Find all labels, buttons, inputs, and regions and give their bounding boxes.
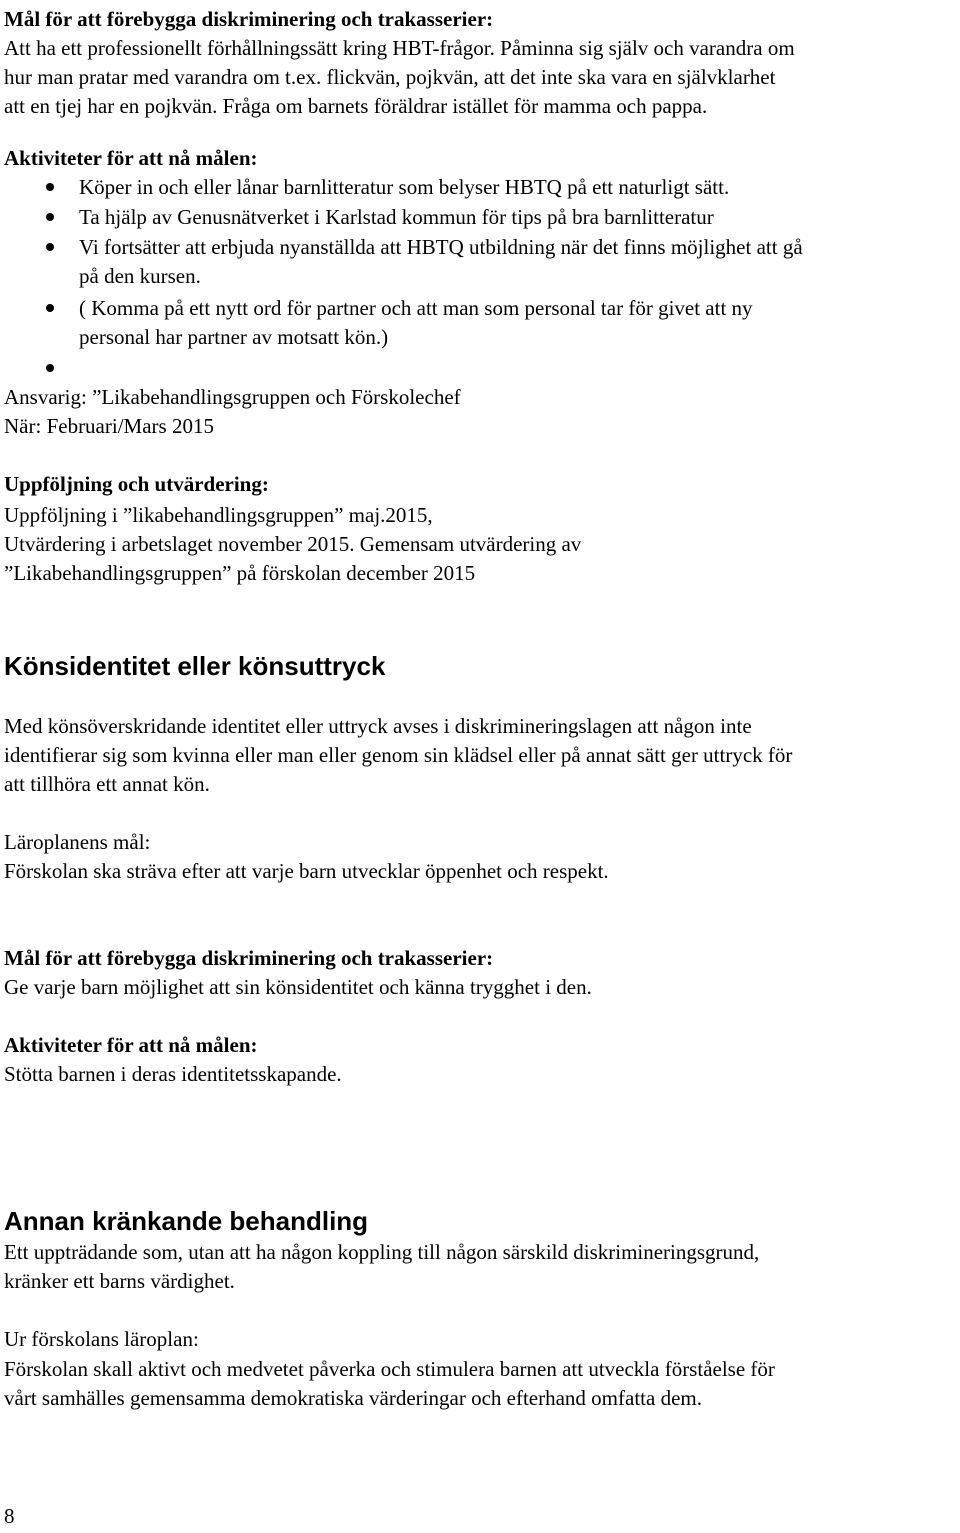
bullet-icon <box>46 304 54 312</box>
curriculum-line: Förskolan skall aktivt och medvetet påverka och stimulera barnen att utveckla förståelse för <box>4 1357 775 1381</box>
goal-heading: Mål för att förebygga diskriminering och trakasserier: <box>4 946 494 970</box>
bullet-text-continuation: personal har partner av motsatt kön.) <box>79 325 389 349</box>
page-number: 8 <box>4 1504 15 1528</box>
bullet-icon <box>46 364 54 372</box>
followup-line: Uppföljning i ”likabehandlingsgruppen” maj.2015, <box>4 503 433 527</box>
bullet-item <box>4 294 954 323</box>
bullet-item <box>4 233 954 262</box>
intro-line: kränker ett barns värdighet. <box>4 1269 235 1293</box>
bullet-text: Vi fortsätter att erbjuda nyanställda att HBTQ utbildning när det finns möjlighet att gå <box>79 235 803 259</box>
goal-text: Ge varje barn möjlighet att sin könsidentitet och känna trygghet i den. <box>4 975 592 999</box>
curriculum-label: Läroplanens mål: <box>4 830 151 854</box>
goal-heading: Mål för att förebygga diskriminering och trakasserier: <box>4 7 494 31</box>
goal-line: Att ha ett professionellt förhållningssätt kring HBT-frågor. Påminna sig själv och varandra om <box>4 36 795 60</box>
intro-line: identifierar sig som kvinna eller man eller genom sin klädsel eller på annat sätt ger uttryck för <box>4 743 793 767</box>
when-line: När: Februari/Mars 2015 <box>4 414 214 438</box>
section-title: Könsidentitet eller könsuttryck <box>4 651 386 681</box>
bullet-text: Ta hjälp av Genusnätverket i Karlstad kommun för tips på bra barnlitteratur <box>79 205 714 229</box>
activities-text: Stötta barnen i deras identitetsskapande. <box>4 1062 342 1086</box>
goal-line: att en tjej har en pojkvän. Fråga om barnets föräldrar istället för mamma och pappa. <box>4 94 708 118</box>
bullet-item <box>4 354 954 383</box>
section-title: Annan kränkande behandling <box>4 1206 369 1236</box>
bullet-text: Köper in och eller lånar barnlitteratur som belyser HBTQ på ett naturligt sätt. <box>79 175 730 199</box>
curriculum-text: Förskolan ska sträva efter att varje barn utvecklar öppenhet och respekt. <box>4 859 609 883</box>
bullet-icon <box>46 183 54 191</box>
bullet-icon <box>46 243 54 251</box>
bullet-item <box>4 203 954 232</box>
intro-line: att tillhöra ett annat kön. <box>4 772 210 796</box>
curriculum-line: vårt samhälles gemensamma demokratiska värderingar och efterhand omfatta dem. <box>4 1386 702 1410</box>
curriculum-label: Ur förskolans läroplan: <box>4 1327 199 1351</box>
activities-heading: Aktiviteter för att nå målen: <box>4 1033 258 1057</box>
bullet-text-continuation: på den kursen. <box>79 264 201 288</box>
activities-heading: Aktiviteter för att nå målen: <box>4 146 258 170</box>
intro-line: Ett uppträdande som, utan att ha någon koppling till någon särskild diskrimineringsgrund, <box>4 1240 760 1264</box>
responsible-line: Ansvarig: ”Likabehandlingsgruppen och Förskolechef <box>4 385 461 409</box>
followup-line: ”Likabehandlingsgruppen” på förskolan december 2015 <box>4 561 476 585</box>
bullet-item <box>4 173 954 202</box>
followup-heading: Uppföljning och utvärdering: <box>4 472 269 496</box>
bullet-text: ( Komma på ett nytt ord för partner och att man som personal tar för givet att ny <box>79 296 753 320</box>
followup-line: Utvärdering i arbetslaget november 2015. Gemensam utvärdering av <box>4 532 582 556</box>
goal-line: hur man pratar med varandra om t.ex. flickvän, pojkvän, att det inte ska vara en självklarhet <box>4 65 776 89</box>
bullet-icon <box>46 213 54 221</box>
intro-line: Med könsöverskridande identitet eller uttryck avses i diskrimineringslagen att någon inte <box>4 714 752 738</box>
